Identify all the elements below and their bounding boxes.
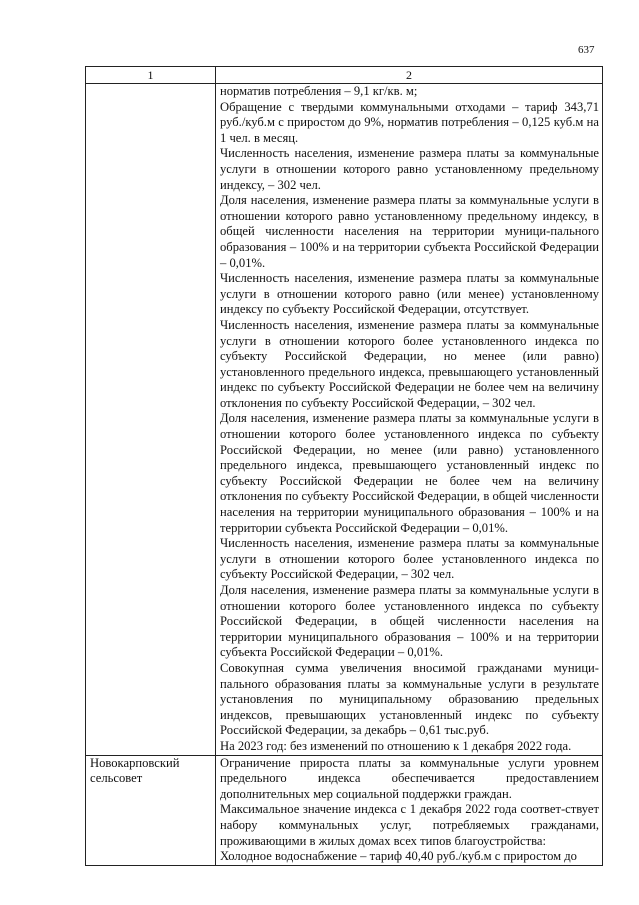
table-row <box>86 84 603 756</box>
description-cell <box>216 755 603 865</box>
table-row <box>86 755 603 865</box>
indices-table <box>85 66 603 866</box>
page-number: 637 <box>578 44 595 56</box>
description-cell <box>216 84 603 756</box>
paragraph: Максимальное значение индекса с 1 декабря 2022 года соответ-ствует набору коммунальных услуг, потребляемых гражданами, проживающими в жилых домах всех типов благоустройства: <box>220 802 599 848</box>
header-col-1: 1 <box>86 67 216 84</box>
paragraph: Ограничение прироста платы за коммунальные услуги уровнем предельного индекса обеспечивается предоставлением дополнительных мер социальной поддержки граждан. <box>220 755 599 801</box>
paragraph: Численность населения, изменение размера платы за коммунальные услуги в отношении которого равно установленному предельному индексу, – 302 чел. <box>220 146 599 192</box>
paragraph: норматив потребления – 9,1 кг/кв. м; <box>220 84 418 98</box>
paragraph: Доля населения, изменение размера платы за коммунальные услуги в отношении которого более установленного индекса по субъекту Российской Федерации, но менее (или равно) установленного предельного индекса, превышающего установленный индекс по субъекту Российской Федерации не более чем на величину отклонения по субъекту Российской Федерации, в общей численности населения на территории муниципального образования – 100% и на территории субъекта Российской Федерации – 0,01%. <box>220 411 599 535</box>
paragraph: Доля населения, изменение размера платы за коммунальные услуги в отношении которого более установленного индекса по субъекту Российской Федерации, в общей численности населения на территории муниципального образования – 100% и на территории субъекта Российской Федерации – 0,01%. <box>220 583 599 660</box>
paragraph: Численность населения, изменение размера платы за коммунальные услуги в отношении которого более установленного индекса по субъекту Российской Федерации, – 302 чел. <box>220 536 599 582</box>
paragraph: Обращение с твердыми коммунальными отходами – тариф 343,71 руб./куб.м с приростом до 9%, норматив потребления – 0,125 куб.м на 1 чел. в месяц. <box>220 99 599 145</box>
paragraph: Численность населения, изменение размера платы за коммунальные услуги в отношении которого более установленного индекса по субъекту Российской Федерации, но менее (или равно) установленного предельного индекса, превышающего установленный индекс по субъекту Российской Федерации не более чем на величину отклонения по субъекту Российской Федерации, – 302 чел. <box>220 317 599 410</box>
header-col-2: 2 <box>216 67 603 84</box>
paragraph: Доля населения, изменение размера платы за коммунальные услуги в отношении которого равно установленному предельному индексу, в общей численности населения на территории муници-пального образования – 100% и на территории субъекта Российской Федерации – 0,01%. <box>220 193 599 270</box>
paragraph: На 2023 год: без изменений по отношению к 1 декабря 2022 года. <box>220 738 572 753</box>
municipality-cell <box>86 84 216 756</box>
paragraph: Численность населения, изменение размера платы за коммунальные услуги в отношении которого равно (или менее) установленному индексу по субъекту Российской Федерации, отсутствует. <box>220 271 599 317</box>
paragraph: Холодное водоснабжение – тариф 40,40 руб./куб.м с приростом до <box>220 849 577 864</box>
municipality-cell: Новокарповский сельсовет <box>86 755 216 865</box>
table-header-row <box>86 67 603 84</box>
paragraph: Совокупная сумма увеличения вносимой гражданами муници-пального образования платы за коммунальные услуги в результате установления по муниципальному образованию предельных индексов, превышающих установленный индекс по субъекту Российской Федерации, за декабрь – 0,61 тыс.руб. <box>220 660 599 738</box>
